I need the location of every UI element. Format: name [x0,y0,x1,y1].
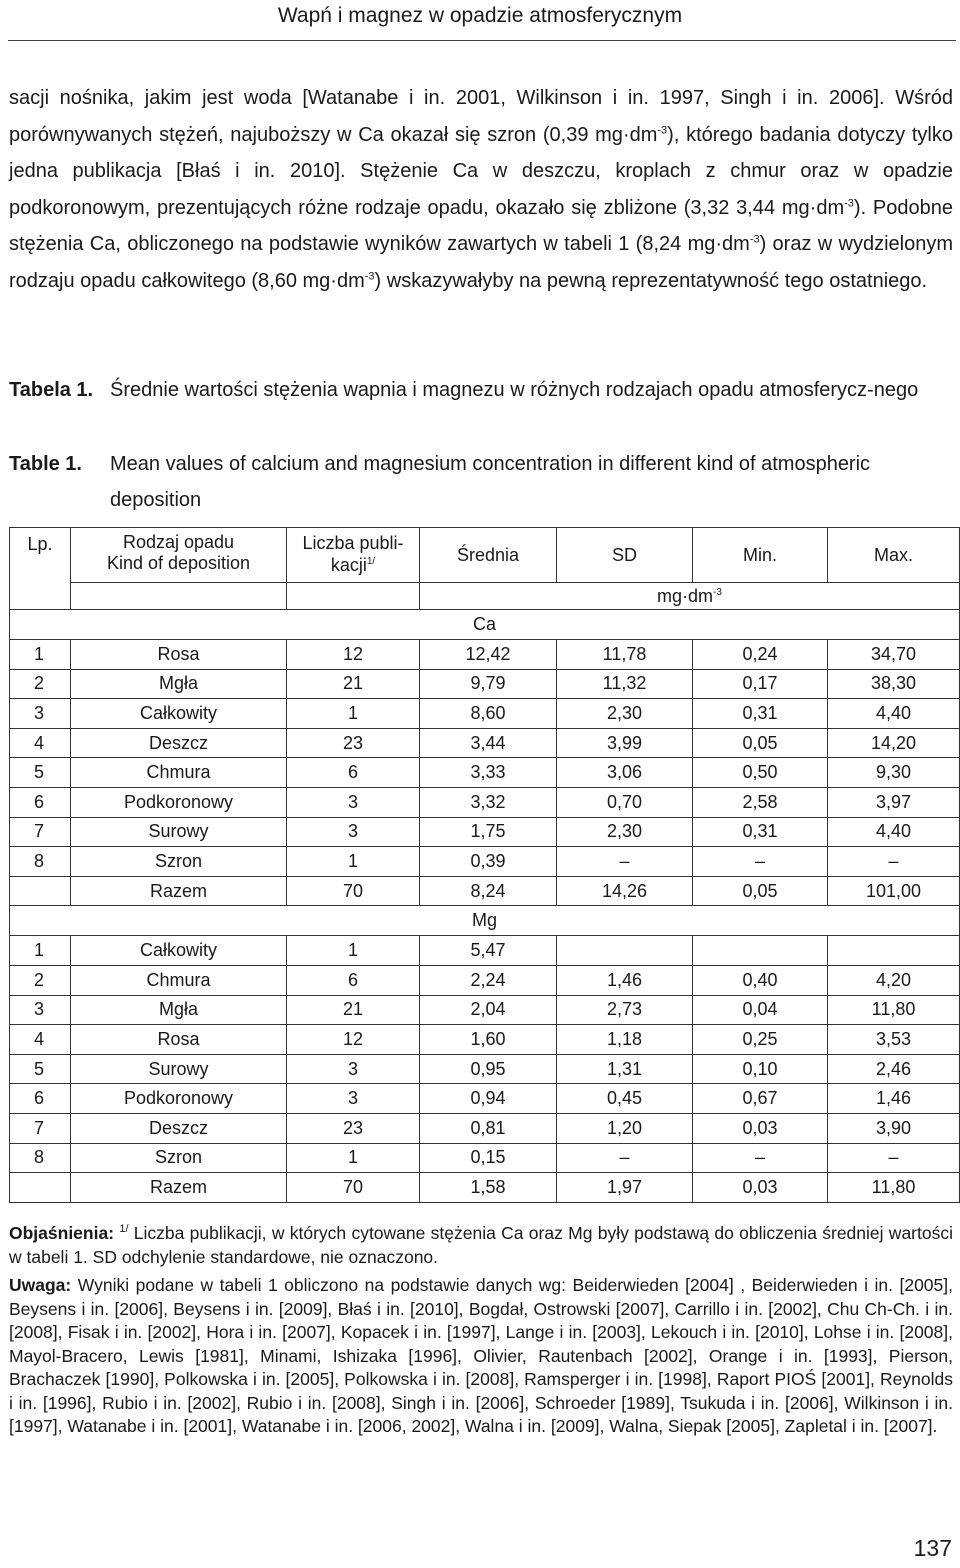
table-cell: 0,04 [693,995,828,1025]
table-cell: 2,24 [420,965,557,995]
table-cell: 3 [287,817,420,847]
table-cell: 14,26 [557,876,693,906]
table-cell: – [828,847,960,877]
table-cell: Szron [71,1143,287,1173]
table-cell: 3,33 [420,758,557,788]
table-cell: 0,17 [693,669,828,699]
table-cell [828,936,960,966]
table-row [10,1143,960,1173]
section-row [10,610,960,640]
page-number: 137 [913,1535,952,1561]
unit-empty-cell [287,583,420,610]
table-cell [693,936,828,966]
table-cell: 3,44 [420,728,557,758]
table-row [10,1054,960,1084]
table-cell: 6 [287,965,420,995]
table-cell: 7 [10,817,71,847]
table-cell: 14,20 [828,728,960,758]
remark-text: Wyniki podane w tabeli 1 obliczono na podstawie danych wg: Beiderwieden [2004] , Beiderwieden i in. [2005], Beysens i in. [2006], Beysens i in. [2009], Błaś i in. [2010], Bogdał, Ostrowski [2007], Carrillo i in. [2002], Chu Ch-Ch. i in. [2008], Fisak i in. [2002], Hora i in. [2007], Kopacek i in. [1997], Lange i in. [2003], Lekouch i in. [2010], Lohse i in. [2008], Mayol-Bracero, Lewis [1981], Minami, Ishizaka [1996], Olivier, Rautenbach [2002], Orange i in. [1993], Pierson, Brachaczek [1990], Polkowska i in. [2005], Polkowska i in. [2008], Ramsperger i in. [1998], Raport PIOŚ [2001], Reynolds i in. [1996], Rubio i in. [2002], Rubio i in. [2008], Singh i in. [2006], Schroeder [1989], Tsukuda i in. [2006], Wilkinson i in. [1997], Watanabe i in. [2001], Watanabe i in. [2006, 2002], Walna i in. [2009], Walna, Siepak [2005], Zapletal i in. [2007]. [9,1275,953,1436]
table-cell: 9,30 [828,758,960,788]
table-cell: Chmura [71,965,287,995]
table-cell: Całkowity [71,936,287,966]
table-cell: 5 [10,758,71,788]
caption-label-en: Table 1. [9,453,82,475]
unit-text: mg·dm [657,585,714,606]
table-cell: 12,42 [420,640,557,670]
table-row [10,640,960,670]
table-cell: 1,75 [420,817,557,847]
header-mean: Średnia [420,528,557,583]
superscript: -3 [657,123,668,136]
header-kind [71,528,287,583]
superscript: -3 [844,196,854,209]
explanation-label: Objaśnienia: [9,1223,115,1243]
section-label: Ca [10,610,960,640]
table-cell: 8 [10,1143,71,1173]
table-cell: 1,46 [828,1084,960,1114]
header-max: Max. [828,528,960,583]
table-cell: 0,10 [693,1054,828,1084]
paragraph-text-2: ), którego badania dotyczy tylko jedna publikacja [Błaś i in. 2010]. Stężenie Ca w deszczu, kroplach z chmur oraz w opadzie podkoronowym, prezentujących różne rodzaje opadu, okazało się zbliżone (3,32 3,44 mg·dm [9,123,953,219]
table-cell: 0,31 [693,699,828,729]
unit-sup: -3 [713,586,722,598]
table-cell: 34,70 [828,640,960,670]
table-cell: Razem [71,876,287,906]
table-caption-pl [9,372,959,408]
unit-empty-cell [71,583,287,610]
table-cell: 70 [287,1173,420,1203]
table-cell: – [557,847,693,877]
explanation-sup: 1/ [119,1223,129,1236]
table-cell: 5 [10,1054,71,1084]
table-cell: 2 [10,965,71,995]
table-row [10,965,960,995]
paragraph-text-3: ). Podobne stężenia Ca, obliczonego na podstawie wyników zawartych w tabeli 1 (8,24 mg·dm [9,196,954,255]
table-cell: 3,06 [557,758,693,788]
caption-text-en: Mean values of calcium and magnesium concentration in different kind of atmospheric deposition [110,453,871,511]
data-table [9,527,960,1203]
table-cell: 1,58 [420,1173,557,1203]
header-kind-pl: Rodzaj opadu [122,532,235,552]
table-cell: 3 [10,995,71,1025]
table-cell: 7 [10,1113,71,1143]
table-cell: 6 [10,787,71,817]
table-cell: 4,40 [828,699,960,729]
unit-row [10,583,960,610]
table-row [10,936,960,966]
table-row [10,1173,960,1203]
table-cell: 3 [10,699,71,729]
table-cell: Chmura [71,758,287,788]
table-cell: Rosa [71,640,287,670]
table-cell: 6 [10,1084,71,1114]
table-cell: 0,94 [420,1084,557,1114]
table-cell: 101,00 [828,876,960,906]
table-cell: 11,80 [828,995,960,1025]
table-cell: Surowy [71,817,287,847]
table-cell: 4,40 [828,817,960,847]
table-cell: – [693,847,828,877]
table-caption-en [9,446,959,518]
table-cell: 23 [287,728,420,758]
table-cell: 0,67 [693,1084,828,1114]
table-cell: 3,90 [828,1113,960,1143]
table-cell: 21 [287,995,420,1025]
table-cell: 12 [287,1025,420,1055]
table-cell: 2,30 [557,699,693,729]
table-cell: 0,24 [693,640,828,670]
table-cell: 1,97 [557,1173,693,1203]
table-cell: Podkoronowy [71,787,287,817]
table-cell: 0,40 [693,965,828,995]
table-cell: – [557,1143,693,1173]
superscript: -3 [749,233,760,246]
table-cell [10,876,71,906]
superscript: -3 [364,269,375,282]
table-row [10,1084,960,1114]
table-cell: 0,81 [420,1113,557,1143]
table-cell: 3,32 [420,787,557,817]
table-cell: 1 [287,936,420,966]
paragraph-text-1: sacji nośnika, jakim jest woda [Watanabe i in. 2001, Wilkinson i in. 1997, Singh i in. 2006]. Wśród porównywanych stężeń, najuboższy w Ca okazał się szron (0,39 mg·dm [9,87,953,146]
table-row [10,995,960,1025]
explanation-text: Liczba publikacji, w których cytowane stężenia Ca oraz Mg były podstawą do obliczenia średniej wartości w tabeli 1. SD odchylenie standardowe, nie oznaczono. [9,1223,953,1267]
table-cell: 8 [10,847,71,877]
table-cell: 3 [287,1084,420,1114]
caption-label-pl: Tabela 1. [9,379,94,401]
header-min: Min. [693,528,828,583]
table-row [10,728,960,758]
table-cell: 12 [287,640,420,670]
table-cell: 2,04 [420,995,557,1025]
table-cell: 0,45 [557,1084,693,1114]
table-cell: 0,03 [693,1113,828,1143]
table-cell: – [828,1143,960,1173]
table-cell: 1 [10,640,71,670]
table-cell: 4 [10,728,71,758]
table-cell: 1 [287,847,420,877]
header-row [10,528,960,583]
table-row [10,787,960,817]
table-row [10,699,960,729]
table-cell: Deszcz [71,1113,287,1143]
table-cell: 8,60 [420,699,557,729]
table-cell: 0,03 [693,1173,828,1203]
table-row [10,758,960,788]
table-cell: Surowy [71,1054,287,1084]
table-cell: 3,53 [828,1025,960,1055]
table-cell: 0,50 [693,758,828,788]
table-cell: 0,39 [420,847,557,877]
table-cell: 1,60 [420,1025,557,1055]
table-cell: 38,30 [828,669,960,699]
header-lp: Lp. [10,528,71,610]
header-pubs [287,528,420,583]
table-cell: 8,24 [420,876,557,906]
table-cell: 2,73 [557,995,693,1025]
header-kind-en: Kind of deposition [106,553,251,573]
table-cell: 0,05 [693,876,828,906]
explanation-note [9,1222,953,1269]
table-cell: Rosa [71,1025,287,1055]
header-pubs-text: Liczba publi-kacji [302,533,404,575]
table-cell: Podkoronowy [71,1084,287,1114]
table-cell: 2,46 [828,1054,960,1084]
table-cell: 6 [287,758,420,788]
table-cell: 11,32 [557,669,693,699]
header-sd: SD [557,528,693,583]
table-cell: 0,95 [420,1054,557,1084]
table-cell: Szron [71,847,287,877]
table-cell: 0,05 [693,728,828,758]
table-cell: Deszcz [71,728,287,758]
table-cell: 4 [10,1025,71,1055]
table-cell: 1 [10,936,71,966]
table-cell: 23 [287,1113,420,1143]
table-cell: 11,78 [557,640,693,670]
caption-text-pl: Średnie wartości stężenia wapnia i magnezu w różnych rodzajach opadu atmosferycz-nego [110,379,919,401]
table-cell: 3 [287,1054,420,1084]
body-paragraph [9,80,953,299]
table-row [10,1113,960,1143]
section-row [10,906,960,936]
table-cell: – [693,1143,828,1173]
table-cell: 2 [10,669,71,699]
table-cell: 0,25 [693,1025,828,1055]
paragraph-text-5: ) wskazywałyby na pewną reprezentatywność tego ostatniego. [374,269,928,292]
header-pubs-sup: 1/ [366,556,376,567]
table-row [10,847,960,877]
table-row [10,1025,960,1055]
table-row [10,817,960,847]
table-cell: Całkowity [71,699,287,729]
running-head: Wapń i magnez w opadzie atmosferycznym [277,4,683,27]
header-rule [8,40,956,41]
remark-label: Uwaga: [9,1275,72,1295]
table-row [10,876,960,906]
table-cell: Mgła [71,995,287,1025]
table-cell: 0,15 [420,1143,557,1173]
table-cell: 1 [287,1143,420,1173]
table-cell: 0,70 [557,787,693,817]
table-cell: 2,30 [557,817,693,847]
paragraph-text-4: ) oraz w wydzielonym rodzaju opadu całkowitego (8,60 mg·dm [9,233,953,292]
unit-cell [420,583,960,610]
table-cell: 70 [287,876,420,906]
table-cell: 4,20 [828,965,960,995]
table-cell: 3,99 [557,728,693,758]
table-cell: 5,47 [420,936,557,966]
table-cell: Razem [71,1173,287,1203]
table-row [10,669,960,699]
remark-note [9,1274,953,1439]
table-cell: 1 [287,699,420,729]
table-cell: 9,79 [420,669,557,699]
table-cell: 3,97 [828,787,960,817]
table-cell: 0,31 [693,817,828,847]
table-cell: 1,20 [557,1113,693,1143]
table-cell: 1,46 [557,965,693,995]
table-cell: 21 [287,669,420,699]
section-label: Mg [10,906,960,936]
table-cell: 3 [287,787,420,817]
table-cell: 1,31 [557,1054,693,1084]
table-cell [557,936,693,966]
table-cell: Mgła [71,669,287,699]
table-cell: 2,58 [693,787,828,817]
table-cell: 11,80 [828,1173,960,1203]
table-cell: 1,18 [557,1025,693,1055]
table-cell [10,1173,71,1203]
